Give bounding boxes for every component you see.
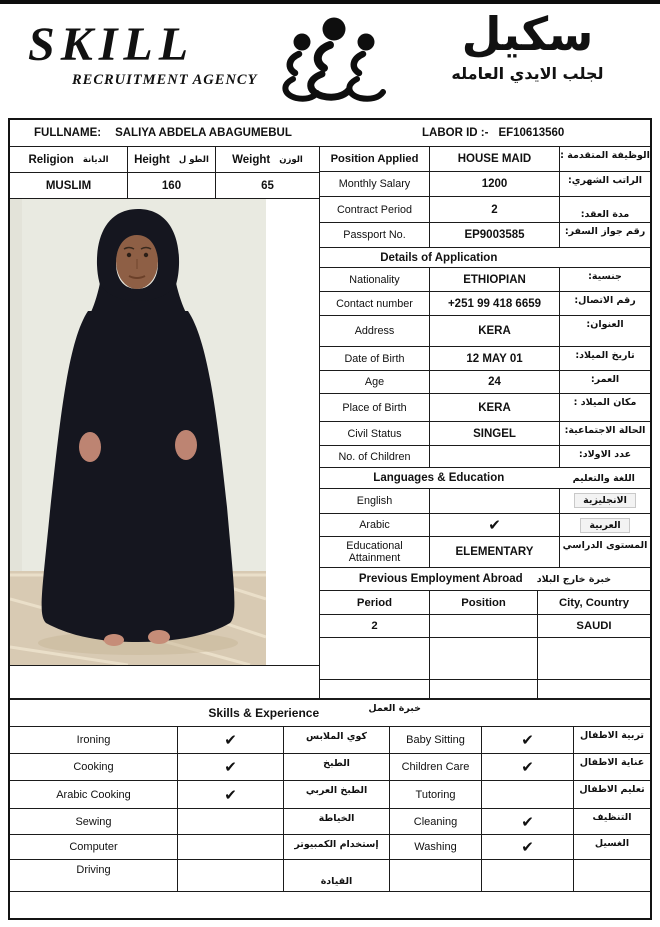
- civil-status-label: Civil Status: [320, 422, 430, 445]
- agency-brand: [28, 20, 257, 89]
- english-arabic-text: الانجليزية: [575, 494, 635, 507]
- address-label: Address: [320, 316, 430, 346]
- place-of-birth-label: Place of Birth: [320, 394, 430, 421]
- prev-employment-header-row: [320, 591, 650, 615]
- children-care-arabic: عناية الاطفال: [579, 757, 645, 768]
- no-of-children-arabic: عدد الاولاد:: [578, 449, 632, 460]
- form-main: [10, 147, 650, 700]
- contact-number-value: +251 99 418 6659: [430, 292, 560, 315]
- skills-empty-cell-1: [390, 860, 482, 891]
- labor-id-value: EF10613560: [498, 127, 565, 139]
- labor-id-group: [422, 127, 564, 139]
- date-of-birth-arabic: تاريخ الميلاد:: [575, 350, 635, 361]
- passport-no-label: Passport No.: [320, 223, 430, 247]
- contract-period-arabic: مدة العقد:: [580, 209, 630, 220]
- washing-check: ✔: [482, 835, 574, 859]
- computer-label: Computer: [10, 835, 178, 859]
- date-of-birth-value: 12 MAY 01: [430, 347, 560, 370]
- tutoring-check: [482, 781, 574, 808]
- religion-label: Religion: [28, 153, 74, 166]
- skills-table: [10, 727, 650, 892]
- row-arabic-language: [320, 514, 650, 537]
- section-languages-education: [320, 468, 650, 489]
- driving-check: [178, 860, 284, 891]
- civil-status-value: SINGEL: [430, 422, 560, 445]
- cooking-arabic: الطبخ: [284, 754, 390, 780]
- arabic-cooking-arabic: الطبخ العربي: [284, 781, 390, 808]
- educational-attainment-value: ELEMENTARY: [430, 537, 560, 567]
- height-value: 160: [128, 173, 216, 198]
- washing-label: Washing: [390, 835, 482, 859]
- nationality-value: ETHIOPIAN: [430, 268, 560, 291]
- period-value-3: [320, 680, 430, 698]
- position-value-2: [430, 638, 538, 679]
- arabic-cooking-check: ✔: [178, 781, 284, 808]
- left-column: [10, 147, 320, 698]
- weight-header-cell: [216, 147, 319, 172]
- height-label-arabic: الطو ل: [178, 154, 209, 165]
- section-previous-employment: [320, 568, 650, 591]
- arabic-language-arabic-text: العربية: [581, 519, 628, 532]
- fullname-label: FULLNAME:: [34, 127, 102, 139]
- row-educational-attainment: [320, 537, 650, 568]
- section-skills-experience: [10, 700, 650, 727]
- tutoring-arabic: تعليم الاطفال: [579, 784, 645, 795]
- languages-education-title: Languages & Education: [373, 472, 505, 484]
- skills-row-1: [10, 727, 650, 754]
- sewing-arabic: الخياطة: [284, 809, 390, 834]
- computer-arabic: إستخدام الكمبيوتر: [284, 835, 390, 859]
- row-place-of-birth: [320, 394, 650, 422]
- cleaning-label: Cleaning: [390, 809, 482, 834]
- previous-employment-arabic: خبرة خارج البلاد: [536, 573, 612, 585]
- row-date-of-birth: [320, 347, 650, 371]
- english-value: [430, 489, 560, 513]
- educational-attainment-arabic: المستوى الدراسي: [562, 540, 648, 551]
- monthly-salary-value: 1200: [430, 172, 560, 196]
- children-care-label: Children Care: [390, 754, 482, 780]
- children-care-check: ✔: [482, 754, 574, 780]
- weight-value: 65: [261, 179, 274, 192]
- arabic-language-check: ✔: [430, 514, 560, 536]
- row-civil-status: [320, 422, 650, 446]
- row-contact-number: [320, 292, 650, 316]
- ironing-arabic: كوي الملابس: [284, 727, 390, 753]
- height-label: Height: [134, 153, 170, 166]
- period-value: 2: [320, 615, 430, 637]
- row-age: [320, 371, 650, 394]
- contact-number-label: Contact number: [320, 292, 430, 315]
- position-header: Position: [430, 591, 538, 614]
- sewing-label: Sewing: [10, 809, 178, 834]
- row-passport-no: [320, 223, 650, 248]
- prev-employment-row-1: [320, 615, 650, 638]
- baby-sitting-check: ✔: [482, 727, 574, 753]
- city-country-value-2: [538, 638, 650, 679]
- weight-label-arabic: الوزن: [279, 154, 303, 165]
- city-country-value-3: [538, 680, 650, 698]
- skills-row-6: [10, 860, 650, 892]
- arabic-language-arabic: [560, 514, 650, 536]
- height-header-cell: [128, 147, 216, 172]
- skills-experience-title: Skills & Experience: [208, 706, 320, 720]
- cooking-label: Cooking: [10, 754, 178, 780]
- no-of-children-value: [430, 446, 560, 467]
- age-arabic: العمر:: [590, 374, 620, 385]
- ironing-check: ✔: [178, 727, 284, 753]
- people-logo-icon: [270, 12, 398, 113]
- right-column: [320, 147, 650, 698]
- driving-label: Driving: [10, 860, 178, 891]
- agency-name: SKILL: [28, 18, 195, 71]
- arabic-language-label: Arabic: [320, 514, 430, 536]
- bio-header-row: [10, 147, 319, 173]
- monthly-salary-arabic: الراتب الشهري:: [567, 175, 643, 186]
- position-applied-arabic: الوظيفة المتقدمة :: [560, 150, 650, 161]
- place-of-birth-value: KERA: [430, 394, 560, 421]
- passport-no-arabic: رقم جواز السفر:: [564, 226, 646, 237]
- details-of-application-title: Details of Application: [380, 251, 498, 264]
- prev-employment-row-3: [320, 680, 650, 698]
- arabic-cooking-label: Arabic Cooking: [10, 781, 178, 808]
- computer-check: [178, 835, 284, 859]
- bio-value-row: [10, 173, 319, 199]
- city-country-header: City, Country: [558, 596, 630, 609]
- position-applied-label: Position Applied: [320, 147, 430, 171]
- driving-arabic: القيادة: [284, 860, 390, 891]
- agency-name-arabic: سكيل: [461, 7, 594, 61]
- baby-sitting-label: Baby Sitting: [390, 727, 482, 753]
- nationality-label: Nationality: [320, 268, 430, 291]
- previous-employment-title: Previous Employment Abroad: [358, 573, 523, 585]
- religion-header-cell: [10, 147, 128, 172]
- applicant-photo: [10, 199, 319, 665]
- fullname-value: SALIYA ABDELA ABAGUMEBUL: [115, 127, 292, 139]
- contract-period-value: 2: [430, 197, 560, 222]
- row-nationality: [320, 268, 650, 292]
- sewing-check: [178, 809, 284, 834]
- cleaning-arabic: التنظيف: [592, 812, 632, 823]
- agency-tagline: RECRUITMENT AGENCY: [72, 72, 258, 89]
- period-value-2: [320, 638, 430, 679]
- skills-row-5: [10, 835, 650, 860]
- labor-id-label: LABOR ID :-: [422, 127, 489, 139]
- weight-label: Weight: [232, 153, 271, 166]
- ironing-label: Ironing: [10, 727, 178, 753]
- row-contract-period: [320, 197, 650, 223]
- languages-education-arabic: اللغة والتعليم: [572, 472, 635, 484]
- nationality-arabic: جنسية:: [588, 271, 622, 282]
- skills-empty-cell-2: [482, 860, 574, 891]
- agency-tagline-arabic: لجلب الايدي العامله: [451, 63, 604, 83]
- row-no-of-children: [320, 446, 650, 468]
- skills-row-3: [10, 781, 650, 809]
- cleaning-check: ✔: [482, 809, 574, 834]
- address-arabic: العنوان:: [586, 319, 624, 330]
- english-arabic: [560, 489, 650, 513]
- position-value-3: [430, 680, 538, 698]
- agency-header: [0, 4, 660, 116]
- row-address: [320, 316, 650, 347]
- religion-value: MUSLIM: [10, 173, 128, 198]
- fullname-row: [10, 120, 650, 147]
- contact-number-arabic: رقم الاتصال:: [574, 295, 636, 306]
- contract-period-label: Contract Period: [320, 197, 430, 222]
- no-of-children-label: No. of Children: [320, 446, 430, 467]
- prev-employment-row-2: [320, 638, 650, 680]
- english-label: English: [320, 489, 430, 513]
- section-details-of-application: [320, 248, 650, 268]
- tutoring-label: Tutoring: [390, 781, 482, 808]
- cooking-check: ✔: [178, 754, 284, 780]
- educational-attainment-label: Educational Attainment: [320, 537, 430, 567]
- left-empty-strip: [10, 665, 319, 698]
- address-value: KERA: [430, 316, 560, 346]
- age-value: 24: [430, 371, 560, 393]
- baby-sitting-arabic: تربية الاطفال: [580, 730, 644, 741]
- age-label: Age: [320, 371, 430, 393]
- place-of-birth-arabic: مكان الميلاد :: [573, 397, 637, 408]
- monthly-salary-label: Monthly Salary: [320, 172, 430, 196]
- washing-arabic: الغسيل: [594, 838, 630, 849]
- period-header: Period: [320, 591, 430, 614]
- skills-row-2: [10, 754, 650, 781]
- skills-row-4: [10, 809, 650, 835]
- position-value: [430, 615, 538, 637]
- civil-status-arabic: الحالة الاجتماعية:: [564, 425, 646, 436]
- row-position-applied: [320, 147, 650, 172]
- passport-no-value: EP9003585: [430, 223, 560, 247]
- skills-experience-arabic: خبرة العمل: [368, 703, 421, 714]
- row-english: [320, 489, 650, 514]
- date-of-birth-label: Date of Birth: [320, 347, 430, 370]
- position-applied-value: HOUSE MAID: [430, 147, 560, 171]
- religion-label-arabic: الديانة: [82, 154, 109, 165]
- skills-empty-cell-3: [574, 860, 650, 891]
- agency-brand-arabic: [415, 6, 640, 83]
- city-country-value: SAUDI: [576, 620, 612, 632]
- row-monthly-salary: [320, 172, 650, 197]
- cv-form: [8, 118, 652, 920]
